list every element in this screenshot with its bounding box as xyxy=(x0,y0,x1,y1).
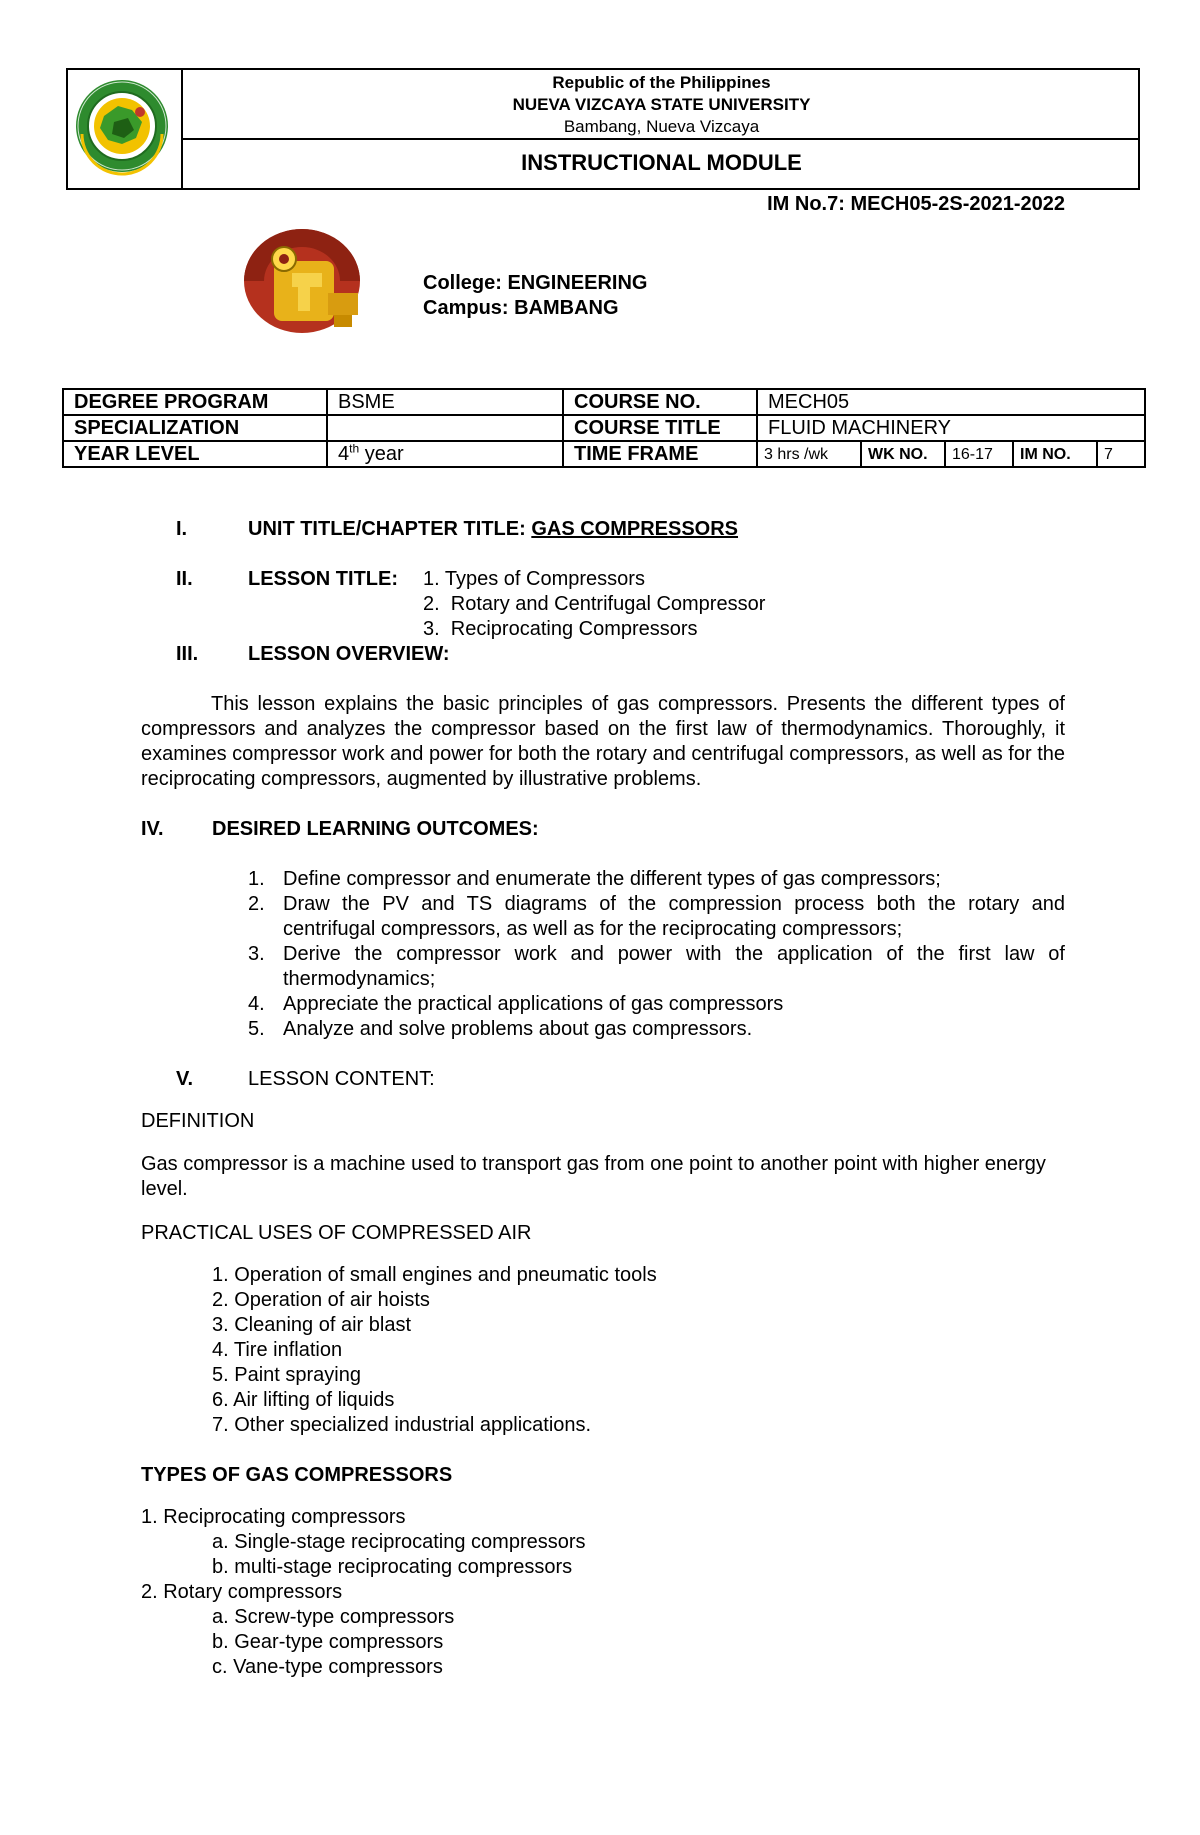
list-item: 7. Other specialized industrial applications. xyxy=(212,1414,592,1436)
year-level-sup: th xyxy=(349,441,360,455)
outcome-number: 3. xyxy=(248,943,265,965)
section-1-label: UNIT TITLE/CHAPTER TITLE: xyxy=(248,518,532,540)
section-3-number: III. xyxy=(176,643,199,665)
table-row xyxy=(63,389,1145,415)
section-5-label: LESSON CONTENT: xyxy=(248,1068,435,1090)
outcome-text: Analyze and solve problems about gas compressors. xyxy=(283,1018,753,1040)
types-heading: TYPES OF GAS COMPRESSORS xyxy=(141,1464,453,1486)
im-number: IM No.7: MECH05-2S-2021-2022 xyxy=(767,193,1065,215)
list-item: b. multi-stage reciprocating compressors xyxy=(212,1556,573,1578)
list-item: 4. Tire inflation xyxy=(212,1339,343,1361)
list-item: 1. Operation of small engines and pneumatic tools xyxy=(212,1264,657,1286)
list-item: 5. Paint spraying xyxy=(212,1364,361,1386)
section-1-heading xyxy=(248,517,738,542)
section-2-label: LESSON TITLE: xyxy=(248,568,398,590)
outcome-number: 2. xyxy=(248,893,265,915)
section-4-number: IV. xyxy=(141,818,164,840)
lesson-title-item: 3. Reciprocating Compressors xyxy=(423,618,698,640)
im-no-value: 7 xyxy=(1097,441,1145,467)
time-frame-label: TIME FRAME xyxy=(563,441,757,467)
header-university-name: NUEVA VIZCAYA STATE UNIVERSITY xyxy=(512,95,811,114)
section-3-label: LESSON OVERVIEW: xyxy=(248,643,450,665)
practical-uses-heading: PRACTICAL USES OF COMPRESSED AIR xyxy=(141,1222,532,1244)
outcome-number: 5. xyxy=(248,1018,265,1040)
lesson-overview-paragraph: This lesson explains the basic principles of gas compressors. Presents the different types of compressors and analyzes the compressor based on the first law of thermodynamics. Thoroughly, it examines compressor work and power for both the rotary and centrifugal compressors, as well as for the reciprocating compressors, augmented by illustrative problems. xyxy=(141,693,1065,790)
specialization-value xyxy=(327,415,563,441)
table-row xyxy=(63,441,1145,467)
year-level-num: 4 xyxy=(338,442,350,465)
outcome-text: Define compressor and enumerate the different types of gas compressors; xyxy=(283,868,941,890)
header-divider xyxy=(183,138,1140,140)
engineering-gear-logo xyxy=(230,215,375,343)
outcome-text: Draw the PV and TS diagrams of the compression process both the rotary and centrifugal compressors, as well as for the reciprocating compressors; xyxy=(283,893,1065,940)
header-location: Bambang, Nueva Vizcaya xyxy=(563,117,760,136)
header-logo-cell xyxy=(66,68,183,190)
list-item: c. Vane-type compressors xyxy=(212,1656,443,1678)
header-republic: Republic of the Philippines xyxy=(552,73,771,92)
section-1-title: GAS COMPRESSORS xyxy=(531,518,739,540)
section-2-number: II. xyxy=(176,568,193,590)
wk-no-label: WK NO. xyxy=(861,441,945,467)
outcome-number: 4. xyxy=(248,993,265,1015)
types-group-reciprocating: 1. Reciprocating compressors xyxy=(141,1506,406,1528)
year-level-label: YEAR LEVEL xyxy=(63,441,327,467)
list-item: 3. Cleaning of air blast xyxy=(212,1314,412,1336)
list-item: a. Single-stage reciprocating compressors xyxy=(212,1531,586,1553)
table-row xyxy=(63,415,1145,441)
time-frame-value: 3 hrs /wk xyxy=(757,441,861,467)
course-title-value: FLUID MACHINERY xyxy=(757,415,1145,441)
course-title-label: COURSE TITLE xyxy=(563,415,757,441)
specialization-label: SPECIALIZATION xyxy=(63,415,327,441)
types-group-rotary: 2. Rotary compressors xyxy=(141,1581,343,1603)
list-item: b. Gear-type compressors xyxy=(212,1631,444,1653)
course-no-label: COURSE NO. xyxy=(563,389,757,415)
outcome-text: Derive the compressor work and power with the application of the first law of thermodynamics; xyxy=(283,943,1065,990)
section-4-label: DESIRED LEARNING OUTCOMES: xyxy=(212,818,539,840)
definition-heading: DEFINITION xyxy=(141,1110,255,1132)
list-item: a. Screw-type compressors xyxy=(212,1606,455,1628)
degree-program-value: BSME xyxy=(327,389,563,415)
section-1-number: I. xyxy=(176,518,188,540)
outcome-text: Appreciate the practical applications of gas compressors xyxy=(283,993,784,1015)
header-module-title: INSTRUCTIONAL MODULE xyxy=(521,150,802,175)
year-level-rest: year xyxy=(359,442,404,465)
year-level-value xyxy=(327,441,563,467)
list-item: 6. Air lifting of liquids xyxy=(212,1389,395,1411)
university-seal-logo xyxy=(66,68,179,186)
definition-text: Gas compressor is a machine used to transport gas from one point to another point with higher energy level. xyxy=(141,1153,1046,1200)
list-item: 2. Operation of air hoists xyxy=(212,1289,430,1311)
lesson-title-item: 1. Types of Compressors xyxy=(423,568,645,590)
outcome-number: 1. xyxy=(248,868,265,890)
wk-no-value: 16-17 xyxy=(945,441,1013,467)
college-label: College: ENGINEERING xyxy=(423,272,648,294)
degree-program-label: DEGREE PROGRAM xyxy=(63,389,327,415)
course-no-value: MECH05 xyxy=(757,389,1145,415)
lesson-title-item: 2. Rotary and Centrifugal Compressor xyxy=(423,593,766,615)
college-logo xyxy=(230,215,375,348)
course-info-table xyxy=(62,388,1146,468)
section-5-number: V. xyxy=(176,1068,194,1090)
campus-label: Campus: BAMBANG xyxy=(423,297,619,319)
im-no-label: IM NO. xyxy=(1013,441,1097,467)
